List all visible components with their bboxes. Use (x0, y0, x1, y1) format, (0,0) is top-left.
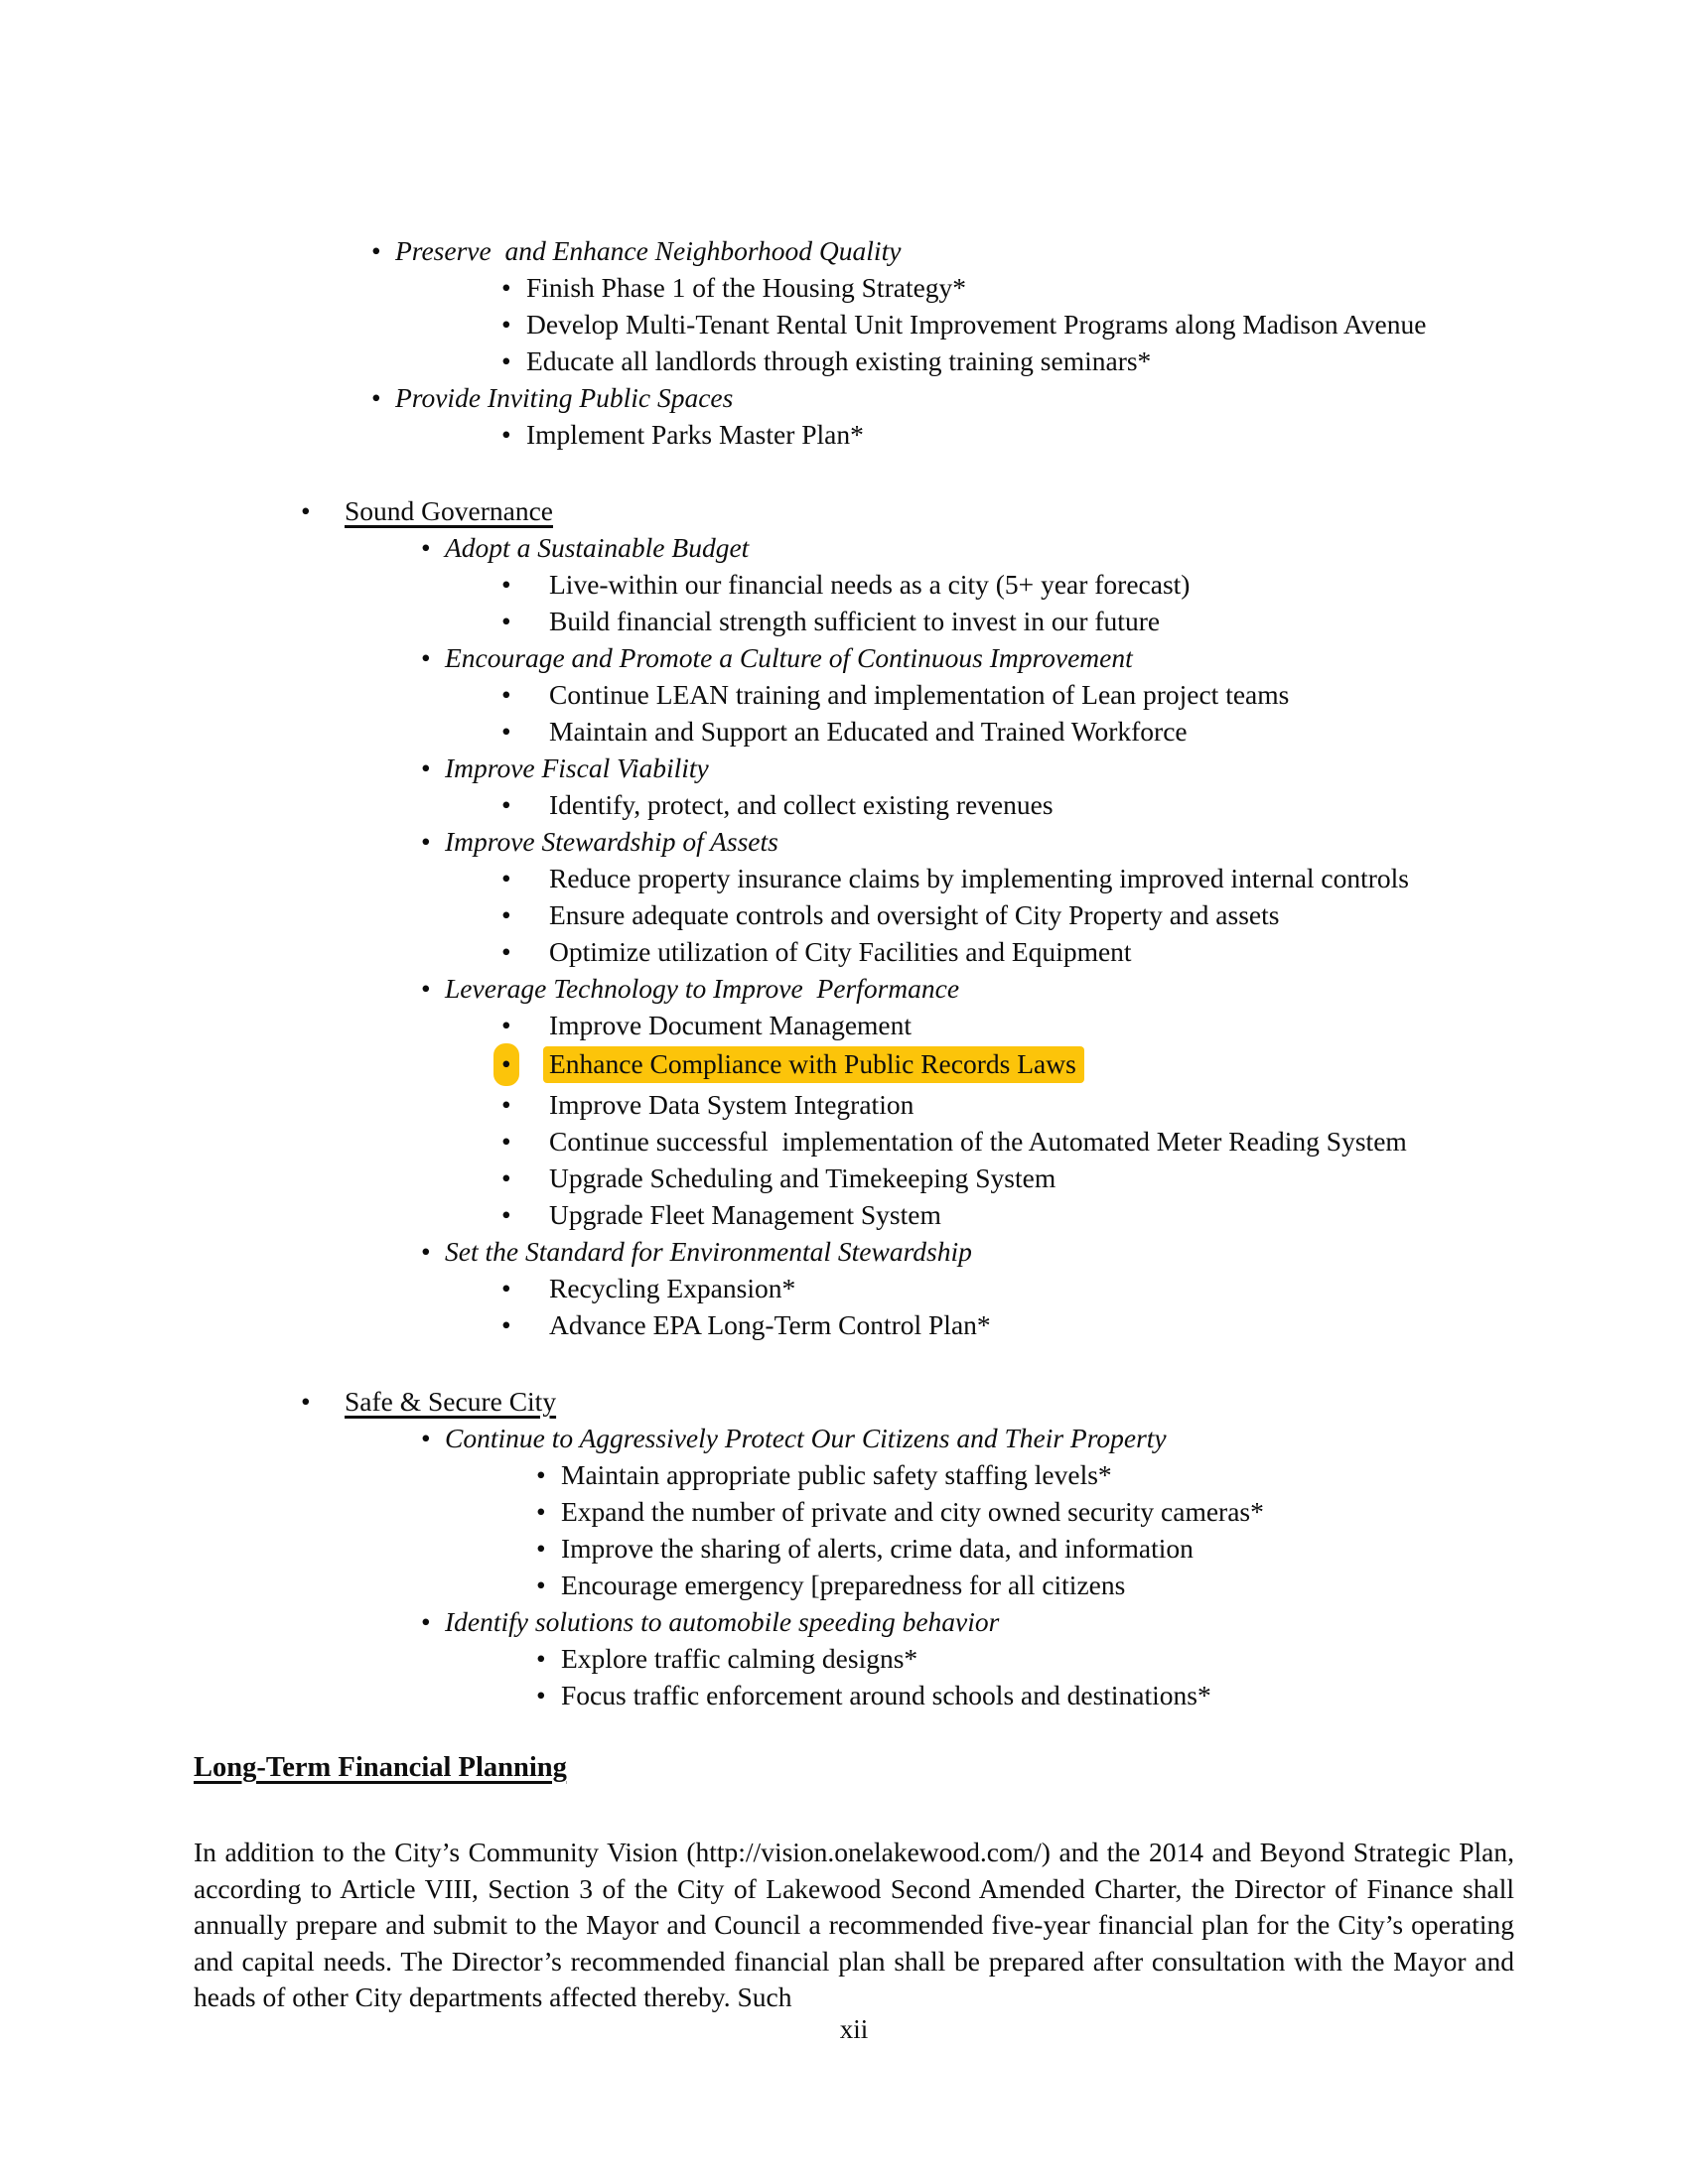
list-item-text: Educate all landlords through existing training seminars* (526, 345, 1152, 376)
list-item (194, 1123, 1514, 1160)
list-item-text: Implement Parks Master Plan* (526, 419, 864, 450)
strategic-goals-outline (194, 232, 1514, 1713)
list-item (194, 603, 1514, 639)
list-item-text: Encourage and Promote a Culture of Continuous Improvement (445, 642, 1133, 673)
bullet-icon: • (421, 1423, 431, 1453)
bullet-icon: • (501, 272, 511, 303)
list-item (194, 566, 1514, 603)
list-item-text: Improve Fiscal Viability (445, 752, 709, 783)
bullet-icon: • (536, 1459, 546, 1490)
bullet-icon: • (536, 1496, 546, 1527)
list-item-text: Provide Inviting Public Spaces (395, 382, 734, 413)
bullet-icon: • (501, 899, 511, 930)
list-item (194, 1233, 1514, 1270)
bullet-icon: • (501, 1043, 549, 1086)
bullet-icon: • (501, 1309, 511, 1340)
section-title: Safe & Secure City (345, 1386, 557, 1417)
bullet-icon: • (501, 606, 511, 636)
list-item-text: Optimize utilization of City Facilities and Equipment (549, 936, 1132, 967)
list-item (194, 416, 1514, 453)
list-item-text: Maintain and Support an Educated and Trained Workforce (549, 716, 1188, 747)
bullet-icon: • (501, 1162, 511, 1193)
bullet-icon: • (421, 1606, 431, 1637)
list-item (194, 1270, 1514, 1306)
list-item-text: Identify solutions to automobile speeding behavior (445, 1606, 1000, 1637)
list-item (194, 492, 1514, 529)
bullet-icon: • (501, 1273, 511, 1303)
list-item (194, 1567, 1514, 1603)
bullet-icon: • (501, 863, 511, 893)
bullet-icon: • (501, 1126, 511, 1157)
list-item-text: Focus traffic enforcement around schools and destinations* (561, 1680, 1211, 1710)
list-item-text: Identify, protect, and collect existing revenues (549, 789, 1054, 820)
list-item (194, 823, 1514, 860)
list-item (194, 1196, 1514, 1233)
list-item (194, 342, 1514, 379)
list-item (194, 896, 1514, 933)
bullet-icon: • (501, 1010, 511, 1040)
list-item-text: Ensure adequate controls and oversight of City Property and assets (549, 899, 1280, 930)
list-item-text: Continue LEAN training and implementation of Lean project teams (549, 679, 1290, 710)
list-item (194, 1043, 1514, 1086)
bullet-icon: • (421, 973, 431, 1004)
list-item (194, 269, 1514, 306)
list-item (194, 1493, 1514, 1530)
list-item-text: Live-within our financial needs as a city (5+ year forecast) (549, 569, 1191, 600)
bullet-icon: • (421, 1236, 431, 1267)
list-item (194, 232, 1514, 269)
list-item-text: Continue to Aggressively Protect Our Citizens and Their Property (445, 1423, 1167, 1453)
list-item (194, 1530, 1514, 1567)
bullet-icon: • (421, 532, 431, 563)
bullet-icon: • (501, 1089, 511, 1120)
list-item-text: Enhance Compliance with Public Records Laws (543, 1046, 1084, 1083)
list-item (194, 750, 1514, 786)
bullet-icon: • (536, 1680, 546, 1710)
list-item-text: Expand the number of private and city owned security cameras* (561, 1496, 1264, 1527)
bullet-icon: • (501, 419, 511, 450)
list-item-text: Encourage emergency [preparedness for all citizens (561, 1570, 1126, 1600)
list-item-text: Improve Stewardship of Assets (445, 826, 778, 857)
list-item (194, 1086, 1514, 1123)
list-item (194, 676, 1514, 713)
list-item (194, 1160, 1514, 1196)
list-item-text: Improve Document Management (549, 1010, 913, 1040)
list-item (194, 1420, 1514, 1456)
list-item-text: Improve Data System Integration (549, 1089, 914, 1120)
bullet-icon: • (371, 235, 381, 266)
page-number: xii (839, 2014, 869, 2044)
bullet-icon: • (301, 495, 311, 526)
list-item (194, 860, 1514, 896)
bullet-icon: • (421, 826, 431, 857)
list-item-text: Upgrade Scheduling and Timekeeping System (549, 1162, 1056, 1193)
list-item (194, 970, 1514, 1007)
bullet-icon: • (501, 569, 511, 600)
list-item-text: Explore traffic calming designs* (561, 1643, 918, 1674)
bullet-icon: • (501, 1199, 511, 1230)
bullet-icon: • (421, 752, 431, 783)
list-item-text: Advance EPA Long-Term Control Plan* (549, 1309, 991, 1340)
list-item (194, 1383, 1514, 1420)
list-item (194, 529, 1514, 566)
bullet-icon: • (536, 1533, 546, 1564)
list-item-text: Develop Multi-Tenant Rental Unit Improvement Programs along Madison Avenue (526, 309, 1427, 340)
list-item (194, 1677, 1514, 1713)
bullet-icon: • (371, 382, 381, 413)
list-item-text: Leverage Technology to Improve Performance (445, 973, 960, 1004)
list-item-text: Recycling Expansion* (549, 1273, 796, 1303)
bullet-icon: • (501, 679, 511, 710)
list-item-text: Reduce property insurance claims by implementing improved internal controls (549, 863, 1410, 893)
bullet-icon: • (501, 789, 511, 820)
list-item (194, 1640, 1514, 1677)
list-item (194, 786, 1514, 823)
list-item (194, 1306, 1514, 1343)
list-item (194, 713, 1514, 750)
list-item-text: Adopt a Sustainable Budget (445, 532, 750, 563)
list-item-text: Build financial strength sufficient to invest in our future (549, 606, 1161, 636)
section-title: Sound Governance (345, 495, 554, 526)
list-item-text: Maintain appropriate public safety staffing levels* (561, 1459, 1112, 1490)
list-item-text: Preserve and Enhance Neighborhood Quality (395, 235, 902, 266)
bullet-icon: • (501, 309, 511, 340)
long-term-financial-planning-heading: Long-Term Financial Planning (194, 1752, 567, 1783)
list-item-text: Upgrade Fleet Management System (549, 1199, 941, 1230)
bullet-icon: • (501, 716, 511, 747)
list-item (194, 306, 1514, 342)
bullet-icon: • (501, 345, 511, 376)
list-item-text: Improve the sharing of alerts, crime data, and information (561, 1533, 1194, 1564)
bullet-icon: • (536, 1570, 546, 1600)
list-item (194, 1603, 1514, 1640)
page-content (194, 232, 1514, 2016)
bullet-icon: • (421, 642, 431, 673)
list-item (194, 1456, 1514, 1493)
list-item (194, 933, 1514, 970)
list-item-text: Continue successful implementation of the Automated Meter Reading System (549, 1126, 1407, 1157)
bullet-icon: • (536, 1643, 546, 1674)
bullet-icon: • (301, 1386, 311, 1417)
list-item-text: Finish Phase 1 of the Housing Strategy* (526, 272, 967, 303)
bullet-icon: • (501, 936, 511, 967)
list-item (194, 379, 1514, 416)
list-item (194, 1007, 1514, 1043)
long-term-financial-planning-paragraph: In addition to the City’s Community Vision (http://vision.onelakewood.com/) and the 2014 and Beyond Strategic Plan, according to Article VIII, Section 3 of the City of Lakewood Second Amended Charter, the Director of Finance shall annually prepare and submit to the Mayor and Council a recommended five-year financial plan for the City’s operating and capital needs. The Director’s recommended financial plan shall be prepared after consultation with the Mayor and heads of other City departments affected thereby. Such (194, 1837, 1514, 2012)
list-item (194, 639, 1514, 676)
list-item-text: Set the Standard for Environmental Stewardship (445, 1236, 972, 1267)
